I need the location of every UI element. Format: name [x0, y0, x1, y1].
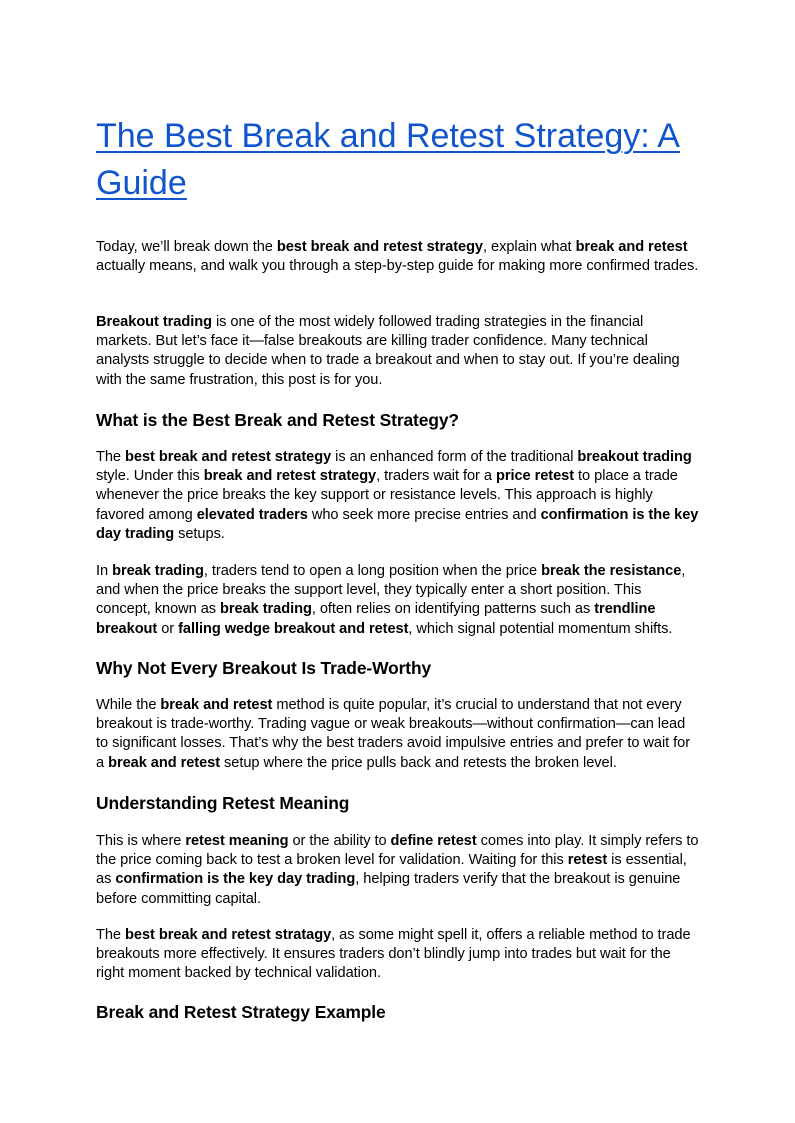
text-run: While the: [96, 697, 161, 713]
text-run: , explain what: [483, 239, 576, 255]
why-paragraph-1: [96, 696, 700, 773]
text-run: , often relies on identifying patterns such as: [311, 601, 595, 618]
understanding-paragraph-2: [96, 926, 700, 984]
bold-phrase: break and retest: [575, 239, 688, 255]
bold-phrase: best break and retest strategy: [125, 449, 332, 465]
text-run: who seek more precise entries and: [307, 506, 541, 523]
bold-phrase: break the resistance: [541, 563, 682, 579]
bold-phrase: define retest: [390, 833, 477, 849]
what-paragraph-1: [96, 448, 700, 544]
intro-paragraph-1: [96, 238, 700, 276]
text-run: setups.: [174, 525, 225, 542]
text-run: , helping traders verify that the breakout is genuine before committing capital.: [96, 871, 681, 907]
text-run: method is quite popular, it’s crucial to understand that not every breakout is trade-worthy. Trading vague or weak breakouts—without confirmation—can lead to significant losses. That’s why the best traders avoid impulsive entries and prefer to wait for a: [96, 697, 691, 771]
bold-phrase: retest meaning: [185, 833, 289, 849]
heading-what-is-strategy: What is the Best Break and Retest Strategy?: [96, 410, 459, 430]
bold-phrase: break and retest: [108, 754, 221, 771]
text-run: setup where the price pulls back and retests the broken level.: [220, 754, 617, 771]
text-run: to place a trade whenever the price breaks the key support or resistance levels. This approach is highly favored among: [96, 468, 678, 523]
bold-phrase: break and retest strategy: [203, 468, 377, 485]
text-run: , as some might spell it, offers a reliable method to trade breakouts more effectively. It ensures traders don’t blindly jump into trades but wait for the right moment backed by technical validation.: [96, 927, 691, 982]
text-run: or the ability to: [288, 833, 391, 849]
bold-phrase: best break and retest stratagy: [125, 927, 332, 943]
text-run: or: [157, 620, 179, 637]
title-link[interactable]: The Best Break and Retest Strategy: A Guide: [96, 117, 680, 202]
heading-strategy-example: Break and Retest Strategy Example: [96, 1002, 386, 1022]
intro-paragraph-2: [96, 313, 700, 390]
bold-phrase: best break and retest strategy: [276, 239, 484, 255]
bold-phrase: elevated traders: [196, 506, 308, 523]
text-run: comes into play. It simply refers to the price coming back to test a broken level for validation. Waiting for this: [96, 833, 699, 869]
bold-phrase: break and retest: [160, 697, 273, 713]
bold-phrase: falling wedge breakout and retest: [178, 620, 409, 637]
text-run: Today, we’ll break down the: [96, 239, 277, 255]
text-run: , traders wait for a: [376, 468, 496, 485]
text-run: , which signal potential momentum shifts.: [408, 620, 673, 637]
bold-phrase: retest: [567, 852, 608, 869]
heading-why-not-every-breakout: Why Not Every Breakout Is Trade-Worthy: [96, 658, 432, 678]
text-run: This is where: [96, 833, 186, 849]
bold-phrase: break trading: [112, 563, 204, 579]
document-title[interactable]: [96, 113, 700, 207]
understanding-paragraph-1: [96, 832, 700, 909]
bold-phrase: breakout trading: [577, 449, 692, 465]
bold-phrase: Breakout trading: [96, 314, 212, 330]
text-run: is an enhanced form of the traditional: [331, 449, 578, 465]
heading-understanding-retest: Understanding Retest Meaning: [96, 793, 350, 813]
text-run: actually means, and walk you through a step-by-step guide for making more confirmed trades.: [96, 258, 699, 275]
text-run: style. Under this: [96, 468, 204, 485]
text-run: The: [96, 927, 126, 943]
text-run: , traders tend to open a long position when the price: [203, 563, 542, 579]
bold-phrase: break trading: [220, 601, 312, 618]
bold-phrase: confirmation is the key day trading: [96, 506, 699, 542]
what-paragraph-2: [96, 562, 700, 639]
text-run: , and when the price breaks the support level, they typically enter a short position. This concept, known as: [96, 563, 686, 618]
bold-phrase: price retest: [495, 468, 575, 485]
text-run: In: [96, 563, 113, 579]
text-run: The: [96, 449, 126, 465]
bold-phrase: trendline breakout: [96, 601, 656, 637]
bold-phrase: confirmation is the key day trading: [115, 871, 356, 888]
text-run: is one of the most widely followed trading strategies in the financial markets. But let’s face it—false breakouts are killing trader confidence. Many technical analysts struggle to decide when to trade a breakout and when to stay out. If you’re dealing with the same frustration, this post is for you.: [96, 314, 680, 388]
text-run: is essential, as: [96, 852, 687, 888]
